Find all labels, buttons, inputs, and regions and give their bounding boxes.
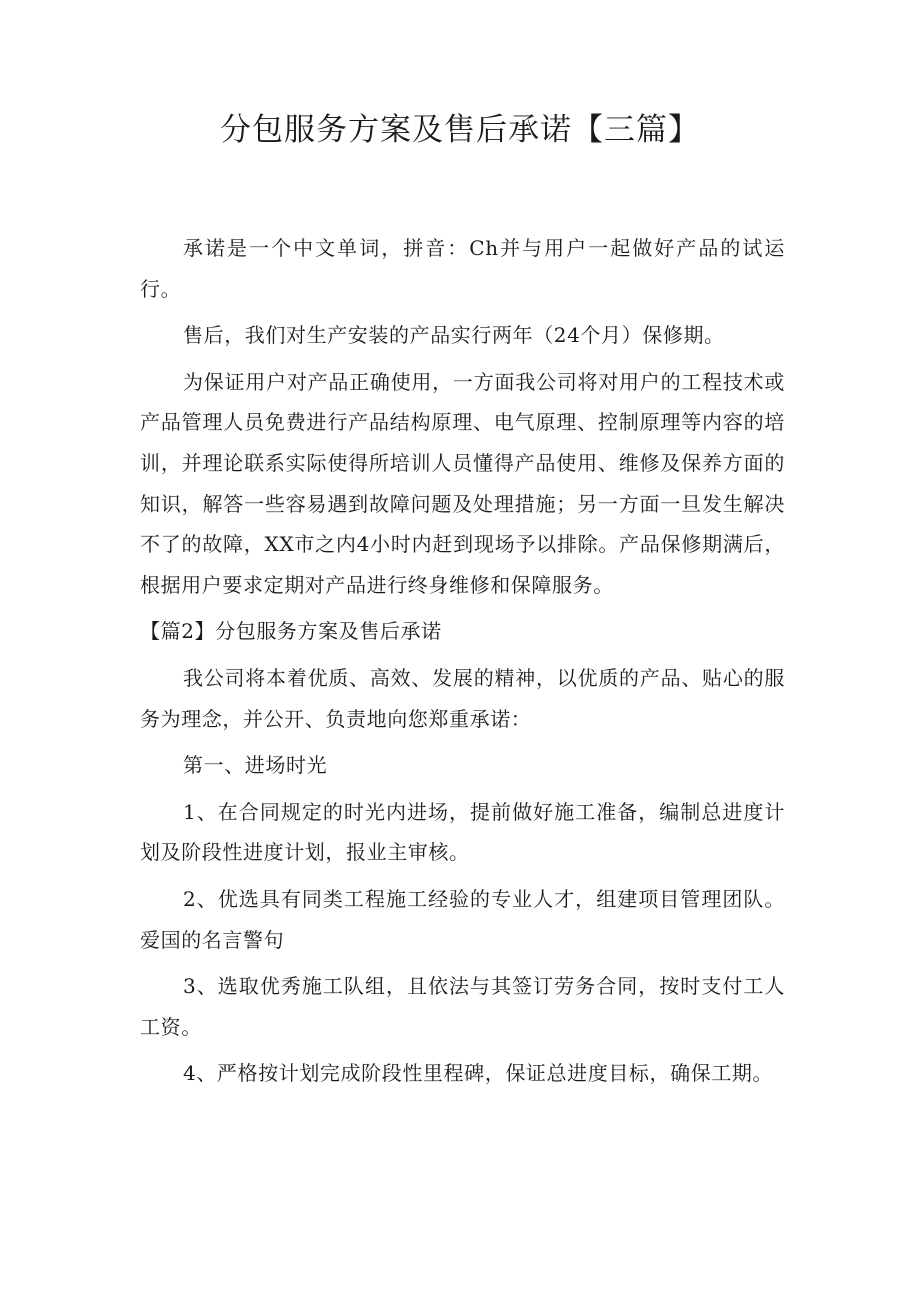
list-item-4: 4、严格按计划完成阶段性里程碑，保证总进度目标，确保工期。: [183, 1061, 774, 1086]
document-title: 分包服务方案及售后承诺【三篇】: [220, 112, 700, 148]
paragraph-warranty: 售后，我们对生产安装的产品实行两年（24个月）保修期。: [183, 323, 725, 348]
list-item-2: 2、优选具有同类工程施工经验的专业人才，组建项目管理团队。爱国的名言警句: [140, 886, 785, 952]
paragraph-entry-heading: 第一、进场时光: [183, 753, 328, 778]
paragraph-training: 为保证用户对产品正确使用，一方面我公司将对用户的工程技术或产品管理人员免费进行产品结构原理、电气原理、控制原理等内容的培训，并理论联系实际使得所培训人员懂得产品使用、维修及保养方面的知识，解答一些容易遇到故障问题及处理措施；另一方面一旦发生解决不了的故障，XX市之内4小时内赶到现场予以排除。产品保修期满后，根据用户要求定期对产品进行终身维修和保障服务。: [140, 369, 785, 597]
section-heading-part2: 【篇2】分包服务方案及售后承诺: [140, 619, 442, 644]
paragraph-commitment-intro: 我公司将本着优质、高效、发展的精神，以优质的产品、贴心的服务为理念，并公开、负责地向您郑重承诺：: [140, 665, 785, 731]
document-body: [140, 228, 785, 1100]
list-item-3: 3、选取优秀施工队组，且依法与其签订劳务合同，按时支付工人工资。: [140, 974, 785, 1039]
list-item-1: 1、在合同规定的时光内进场，提前做好施工准备，编制总进度计划及阶段性进度计划，报业主审核。: [140, 799, 785, 865]
paragraph-definition: 承诺是一个中文单词，拼音：Ch并与用户一起做好产品的试运行。: [140, 236, 785, 301]
